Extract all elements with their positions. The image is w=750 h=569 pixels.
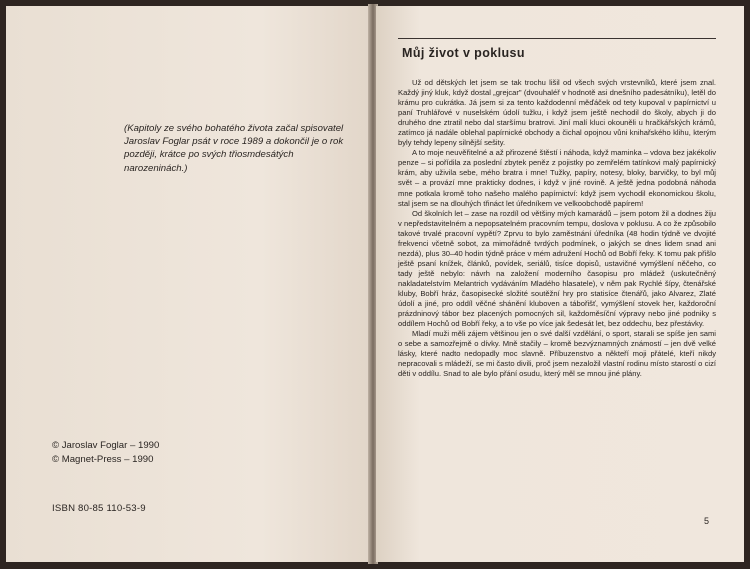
chapter-title: Můj život v poklusu	[402, 46, 525, 60]
paragraph: A to moje neuvěřitelné a až přirozené štěstí i náhoda, když maminka – vdova bez jakékoliv penze – si pořídila za poslední zbytek peněz z pojistky po zemřelém tatínkovi malý papírnický krám, aby uživila sebe, mého bratra i mne! Tužky, papíry, notesy, bloky, barvičky, to byl můj svět – a provází mne prakticky dodnes, i když v jiné rovině. A ještě jedna podobná náhoda mne potkala kromě toho našeho malého papírnictví: když jsem vychodil ekonomickou školu, stal jsem se na dlouhých třináct let úředníkem ve velkoobchodě papírem!	[398, 148, 716, 208]
page-number: 5	[704, 516, 710, 526]
paragraph: Od školních let – zase na rozdíl od většiny mých kamarádů – jsem potom žil a dodnes žiju v nepředstavitelném a nepopsatelném pracovním tempu, doslova v poklusu. A co že způsobilo takové trvalé pracovní vypětí? Zprvu to bylo zaměstnání úředníka (48 hodin týdně ve dvojité frekvenci včetně sobot, za mimořádně tvrdých podmínek, o jakých se dnes lidem snad ani nezdá), plus 30–40 hodin týdně práce v mém adružení Hochů od Bobří řeky. K tomu pak přišlo ještě psaní knížek, článků, povídek, seriálů, tisíce dopisů, ustavičné vymýšlení něčeho, co tady ještě nebylo: návrh na založení moderního časopisu pro mládež (uskutečněný nakladatelstvím Melantrich vydáváním Mladého hlasatele), v něm pak Rychlé šípy, čtenářské kluby, Bobří hráz, časopisecké složité soutěžní hry pro statisíce čtenářů, jako Alvarez, Zlaté údolí a jiné, pro oddíl věčné shánění kluboven a tábořišť, vymýšlení stovek her, každoroční prázdninový tábor bez placených pomocných sil, každoměsíční výpravy nebo jiné podniky s oddílem Hochů od Bobří řeky, a to vše po více jak šedesát let, bez oddechu, bez přestávky.	[398, 208, 716, 329]
header-rule	[398, 38, 716, 39]
intro-note: (Kapitoly ze svého bohatého života začal spisovatel Jaroslav Foglar psát v roce 1989 a dokončil je o rok později, krátce po svých třiosmdesátých narozeninách.)	[124, 123, 344, 174]
isbn: ISBN 80-85 110-53-9	[52, 503, 146, 514]
right-page	[376, 6, 744, 562]
chapter-body	[398, 78, 716, 379]
left-page	[6, 6, 370, 562]
paragraph: Už od dětských let jsem se tak trochu lišil od všech svých vrstevníků, které jsem znal. Každý jiný kluk, když dostal „grejcar" (dvouhaléř v hodnotě asi dnešního padesátníku), letěl do krámu pro cukrátka. Já jsem si za tento každodenní měďáček od tety kupoval v papírnictví u paní Truhlářové v nuselském údolí tužku, i když jsem ještě nechodil do školy, abych ji do druhého dne ztratil nebo dal staršímu bratrovi. Jiní malí kluci okouněli u hračkářských krámů, zatímco já nadále oblehal papírnické obchody a čichal opojnou vůni knihařského klihu, kterým byly tehdy lepeny silnější sešity.	[398, 78, 716, 148]
copyright-publisher: © Magnet-Press – 1990	[52, 453, 154, 465]
copyright-block	[52, 439, 272, 466]
paragraph: Mladí muži měli zájem většinou jen o své další vzdělání, o sport, starali se spíše jen sami o sebe a samozřejmě o dívky. Mně stačily – kromě bezvýznamných známostí – jen dvě velké lásky, které nadto nedopadly moc slavně. Příbuzenstvo a někteří moji přátelé, kteří nikdy nepracovali s mládeží, se mi často divili, proč jsem nezaložil vlastní rodinu místo starostí o cizí děti v oddílu. Snad to ale bylo přání osudu, který měl se mnou jiné plány.	[398, 329, 716, 379]
copyright-author: © Jaroslav Foglar – 1990	[52, 440, 160, 451]
